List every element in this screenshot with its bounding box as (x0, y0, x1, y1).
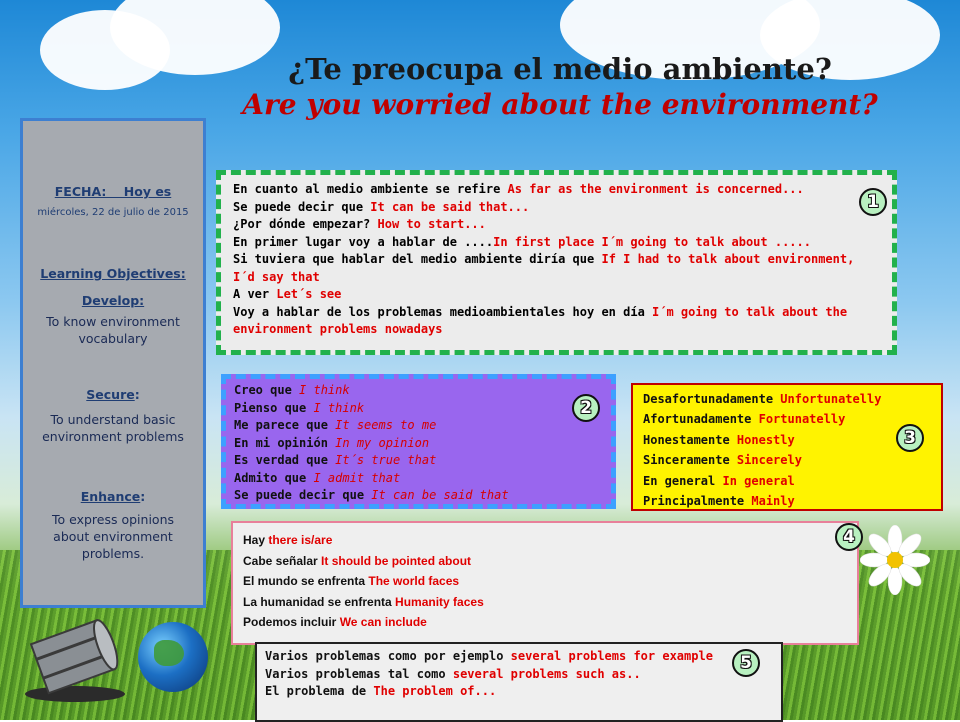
phrase-line: Sinceramente Sincerely (643, 453, 802, 468)
oil-barrel-decoration (20, 612, 130, 702)
develop-heading: Develop: (81, 293, 145, 308)
cloud-decoration (40, 10, 170, 90)
objectives-sidebar (20, 118, 206, 608)
phrase-box-5 (255, 642, 783, 722)
objectives-heading: Learning Objectives: (40, 266, 186, 281)
phrase-line: Afortunadamente Fortunatelly (643, 412, 846, 427)
number-badge-3: 3 (896, 424, 924, 452)
phrase-line: Se puede decir que It can be said that (234, 488, 509, 502)
number-badge-2: 2 (572, 394, 600, 422)
enhance-heading: Enhance: (80, 489, 146, 504)
phrase-line: Se puede decir que It can be said that... (233, 199, 530, 214)
phrase-line: En mi opinión In my opinion (234, 435, 430, 450)
phrase-line: Si tuviera que hablar del medio ambiente diría que If I had to talk about environment, I´d say that (233, 252, 855, 284)
page-title-english: Are you worried about the environment? (242, 88, 878, 121)
phrase-box-3 (631, 383, 943, 511)
phrase-line: Es verdad que It´s true that (234, 453, 437, 467)
phrase-line: Varios problemas tal como several problems such as.. (265, 666, 641, 681)
phrase-line: Voy a hablar de los problemas medioambientales hoy en día I´m going to talk about the environment problems nowadays (233, 304, 848, 336)
phrase-line: Cabe señalar It should be pointed about (243, 553, 472, 568)
phrase-line: En cuanto al medio ambiente se refire As far as the environment is concerned... (233, 182, 804, 196)
phrase-line: El mundo se enfrenta The world faces (243, 574, 460, 589)
phrase-line: Varios problemas como por ejemplo several problems for example (265, 649, 713, 663)
phrase-box-2 (221, 374, 616, 509)
phrase-line: Pienso que I think (234, 400, 365, 415)
phrase-line: ¿Por dónde empezar? How to start... (233, 217, 486, 231)
secure-heading: Secure: (86, 387, 140, 402)
phrase-line: La humanidad se enfrenta Humanity faces (243, 594, 484, 609)
phrase-line: Hay there is/are (243, 533, 333, 547)
number-badge-5: 5 (732, 649, 760, 677)
develop-text: To know environment vocabulary (46, 314, 180, 346)
phrase-line: Principalmente Mainly (643, 494, 795, 509)
secure-text: To understand basic environment problems (42, 412, 184, 444)
page-title-spanish: ¿Te preocupa el medio ambiente? (288, 52, 832, 86)
phrase-line: Honestamente Honestly (643, 432, 795, 447)
globe-decoration (138, 622, 208, 692)
phrase-line: Me parece que It seems to me (234, 418, 437, 432)
date-value: miércoles, 22 de julio de 2015 (37, 207, 189, 218)
phrase-box-4 (231, 521, 859, 645)
phrase-line: En general In general (643, 473, 795, 488)
phrase-line: Podemos incluir We can include (243, 615, 427, 630)
phrase-line: En primer lugar voy a hablar de ....In first place I´m going to talk about ..... (233, 234, 811, 249)
daisy-flower-decoration (860, 525, 930, 595)
enhance-text: To express opinions about environment problems. (51, 512, 175, 561)
phrase-line: Admito que I admit that (234, 470, 401, 485)
phrase-line: Creo que I think (234, 383, 350, 397)
phrase-box-1 (216, 170, 897, 355)
date-label: FECHA: Hoy es (54, 184, 172, 199)
phrase-line: A ver Let´s see (233, 287, 342, 301)
phrase-line: El problema de The problem of... (265, 684, 497, 698)
number-badge-1: 1 (859, 188, 887, 216)
phrase-line: Desafortunadamente Unfortunatelly (643, 392, 882, 406)
number-badge-4: 4 (835, 523, 863, 551)
